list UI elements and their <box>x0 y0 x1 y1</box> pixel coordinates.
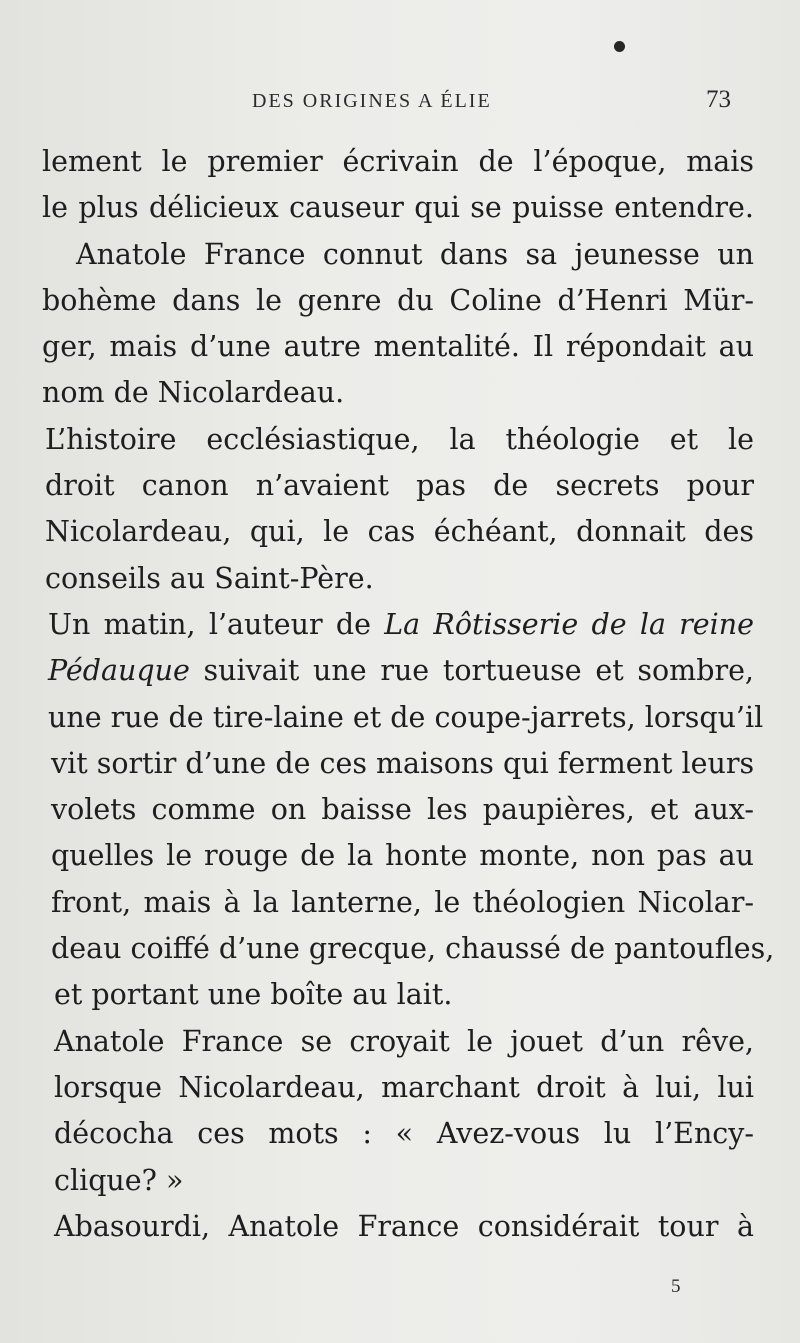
text-line: droit canon n’avaient pas de secrets pour <box>45 469 754 503</box>
page-number: 73 <box>706 86 731 113</box>
book-title-italic: La Rôtisserie de la reine <box>384 607 754 641</box>
paragraph-first-line: Anatole France se croyait le jouet d’un rêve, <box>54 1024 754 1058</box>
paragraph-first-line: Anatole France connut dans sa jeunesse un <box>76 237 754 271</box>
body-text <box>42 139 775 1250</box>
text-run: suivait une rue tortueuse et sombre, <box>189 654 754 688</box>
paragraph-last-line: et portant une boîte au lait. <box>54 978 453 1012</box>
ink-spot <box>614 41 625 52</box>
book-title-italic: Pédauque <box>48 654 190 688</box>
running-head: DES ORIGINES A ÉLIE <box>252 90 492 112</box>
text-line: deau coiffé d’une grecque, chaussé de pantoufles, <box>51 932 775 966</box>
paragraph-first-line: L’histoire ecclésiastique, la théologie et le <box>45 422 754 456</box>
paragraph-first-line <box>42 602 754 648</box>
text-line: lement le premier écrivain de l’époque, mais <box>42 145 754 178</box>
paragraph-last-line: clique? » <box>54 1163 184 1197</box>
text-line: ger, mais d’une autre mentalité. Il répondait au <box>42 330 754 364</box>
paragraph-last-line: nom de Nicolardeau. <box>42 376 345 410</box>
signature-mark: 5 <box>671 1276 681 1297</box>
text-line: décocha ces mots : « Avez-vous lu l’Ency- <box>54 1117 754 1151</box>
text-line: une rue de tire-laine et de coupe-jarrets, lorsqu’il <box>48 700 764 734</box>
paragraph-first-line: Abasourdi, Anatole France considérait tour à <box>54 1209 754 1243</box>
text-line: lorsque Nicolardeau, marchant droit à lui, lui <box>54 1070 754 1104</box>
text-line: le plus délicieux causeur qui se puisse entendre. <box>42 191 754 225</box>
text-line: bohème dans le genre du Coline d’Henri Mür- <box>42 283 754 317</box>
text-line: volets comme on baisse les paupières, et aux- <box>51 793 754 827</box>
paragraph-last-line: conseils au Saint-Père. <box>45 561 374 595</box>
text-line: Nicolardeau, qui, le cas échéant, donnait des <box>45 515 754 549</box>
text-line <box>42 648 754 694</box>
text-line: front, mais à la lanterne, le théologien Nicolar- <box>51 885 754 919</box>
text-run: Un matin, l’auteur de <box>48 607 385 641</box>
text-line: vit sortir d’une de ces maisons qui ferment leurs <box>51 746 755 780</box>
text-line: quelles le rouge de la honte monte, non pas au <box>51 839 754 873</box>
